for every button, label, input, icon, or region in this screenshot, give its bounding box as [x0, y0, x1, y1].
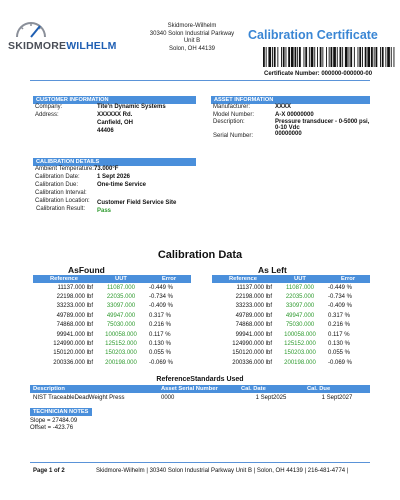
uut-cell: 11087.000	[286, 284, 314, 291]
reference-cell: 33233.000 lbf	[235, 303, 272, 310]
barcode-bar	[274, 47, 276, 67]
barcode-bar	[326, 47, 327, 67]
barcode-bar	[350, 47, 352, 67]
error-cell: 0.130 %	[328, 341, 351, 348]
barcode-bar	[374, 47, 375, 67]
table-header-row	[30, 385, 370, 393]
error-cell: -0.409 %	[328, 303, 353, 310]
table-row	[212, 302, 370, 311]
technician-notes	[30, 418, 77, 432]
col-asset-serial: Asset Serial Number	[158, 385, 238, 393]
barcode-bar	[358, 47, 359, 67]
error-cell: 0.216 %	[149, 322, 172, 329]
note-line: Slope = 27484.09	[30, 418, 78, 424]
error-cell: -0.409 %	[149, 303, 174, 310]
reference-cell: 49789.000 lbf	[235, 312, 272, 319]
table-row	[33, 339, 191, 348]
manufacturer-value: XXXX	[275, 104, 292, 110]
col-description: Description	[30, 385, 158, 393]
model-value: A-X 00000000	[275, 112, 314, 118]
footer-address: Skidmore-Wilhelm | 30340 Solon Industrial Parkway Unit B | Solon, OH 44139 | 216-481-4774 |	[96, 468, 349, 474]
barcode-bar	[342, 47, 343, 67]
table-row	[33, 358, 191, 367]
reference-cell: 33233.000 lbf	[56, 303, 93, 310]
barcode-bar	[349, 47, 350, 67]
as-found-table	[33, 275, 191, 368]
table-row	[212, 358, 370, 367]
as-found-title: AsFound	[68, 265, 105, 275]
barcode-bar	[309, 47, 310, 67]
serial-label: Serial Number:	[213, 133, 254, 139]
barcode-bar	[394, 47, 395, 67]
reference-cell: 99941.000 lbf	[56, 331, 93, 338]
barcode-bar	[322, 47, 323, 67]
cal-result-value: Pass	[97, 208, 112, 214]
error-cell: 0.317 %	[149, 312, 172, 319]
uut-cell: 125152.000	[105, 341, 137, 348]
reference-cell: 99941.000 lbf	[235, 331, 272, 338]
table-row	[33, 283, 191, 292]
divider	[30, 80, 370, 81]
barcode-bar	[365, 47, 367, 67]
barcode-bar	[291, 47, 294, 67]
table-row	[212, 349, 370, 358]
barcode-bar	[268, 47, 271, 67]
barcode-bar	[297, 47, 298, 67]
barcode-bar	[295, 47, 297, 67]
error-cell: 0.055 %	[328, 350, 351, 357]
barcode-bar	[281, 47, 282, 67]
as-left-table	[212, 275, 370, 368]
uut-cell: 200198.000	[105, 359, 137, 366]
barcode-bar	[371, 47, 373, 67]
address-line2: Canfield, OH	[97, 120, 134, 126]
table-row	[212, 311, 370, 320]
table-row	[30, 393, 370, 402]
col-uut: UUT	[95, 275, 147, 283]
barcode-bar	[304, 47, 305, 67]
ambient-label: Ambient Temperature:	[35, 166, 94, 172]
table-row	[33, 349, 191, 358]
table-header-row	[33, 275, 191, 283]
table-row	[212, 339, 370, 348]
error-cell: -0.734 %	[149, 294, 174, 301]
barcode-bar	[314, 47, 315, 67]
barcode-bar	[376, 47, 378, 67]
uut-cell: 49947.000	[285, 312, 315, 319]
logo-wordmark: SKIDMOREWILHELM	[8, 40, 117, 52]
uut-cell: 22035.000	[285, 294, 315, 301]
col-reference: Reference	[33, 275, 95, 283]
uut-cell: 200198.000	[284, 359, 316, 366]
address-line: Solon, OH 44139	[168, 45, 216, 52]
page-title: Calibration Certificate	[248, 28, 378, 42]
reference-standards-table	[30, 385, 370, 402]
barcode-bar	[391, 47, 392, 67]
ambient-value: 73.000°F	[94, 166, 119, 172]
address-line1: XXXXXX Rd.	[97, 112, 133, 118]
uut-cell: 150203.000	[105, 350, 137, 357]
error-cell: 0.117 %	[328, 331, 350, 338]
barcode-bar	[266, 47, 267, 67]
barcode-bar	[320, 47, 322, 67]
table-row	[212, 321, 370, 330]
cal-due-value: One-time Service	[97, 182, 147, 188]
barcode-bar	[362, 47, 363, 67]
uut-cell: 125152.000	[284, 341, 316, 348]
error-cell: -0.069 %	[149, 359, 174, 366]
company-name: Skidmore-Wilhelm	[167, 23, 217, 29]
table-row	[33, 311, 191, 320]
barcode-bar	[305, 47, 307, 67]
technician-notes-heading: TECHNICIAN NOTES	[30, 408, 92, 416]
reference-standards-title: ReferenceStandards Used	[156, 376, 244, 383]
error-cell: 0.130 %	[149, 341, 172, 348]
model-label: Model Number:	[213, 112, 255, 118]
reference-cell: 11137.000 lbf	[236, 284, 272, 291]
company-address-block	[140, 23, 244, 53]
table-row	[33, 292, 191, 301]
company-value: Tite'n Dynamic Systems	[97, 104, 166, 110]
uut-cell: 33097.000	[106, 303, 136, 310]
barcode-bar	[263, 47, 265, 67]
barcode-bar	[367, 47, 370, 67]
col-error: Error	[147, 275, 191, 283]
note-line: Offset = -423.76	[30, 424, 74, 431]
barcode-bar	[317, 47, 318, 67]
barcode-bar	[382, 47, 384, 67]
barcode-bar	[283, 47, 285, 67]
address-line: 30340 Solon Industrial Parkway	[149, 30, 235, 37]
table-row	[33, 321, 191, 330]
uut-cell: 100058.000	[105, 331, 137, 338]
table-header-row	[212, 275, 370, 283]
barcode-bar	[311, 47, 314, 67]
reference-cell: 200336.000 lbf	[53, 359, 93, 366]
barcode-bar	[286, 47, 287, 67]
barcode-bar	[359, 47, 361, 67]
error-cell: -0.069 %	[328, 359, 353, 366]
error-cell: 0.117 %	[149, 331, 171, 338]
uut-cell: 100058.000	[284, 331, 316, 338]
asset-info	[213, 104, 373, 150]
manufacturer-label: Manufacturer:	[213, 104, 251, 110]
address-line3: 44406	[97, 128, 114, 134]
calibration-details-heading: CALIBRATION DETAILS	[33, 158, 196, 166]
cal-due-label: Calibration Due:	[35, 182, 79, 188]
barcode-bar	[272, 47, 273, 67]
barcode-bar	[340, 47, 342, 67]
address-line: Unit B	[183, 38, 201, 44]
barcode-bar	[333, 47, 336, 67]
table-row	[212, 283, 370, 292]
barcode-bar	[380, 47, 381, 67]
description-cell: NIST TraceableDeadWeight Press	[33, 394, 125, 401]
reference-cell: 74868.000 lbf	[56, 322, 93, 329]
reference-cell: 22198.000 lbf	[56, 294, 93, 301]
barcode-bar	[354, 47, 355, 67]
cal-location-label: Calibration Location:	[35, 198, 90, 204]
certificate-number: Certificate Number: 000000-000000-00	[264, 71, 373, 77]
barcode-image	[263, 47, 395, 67]
uut-cell: 33097.000	[285, 303, 315, 310]
uut-cell: 75030.000	[106, 322, 136, 329]
barcode-bar	[329, 47, 330, 67]
error-cell: -0.449 %	[149, 284, 174, 291]
col-reference: Reference	[212, 275, 274, 283]
error-cell: 0.317 %	[328, 312, 351, 319]
error-cell: -0.734 %	[328, 294, 353, 301]
reference-cell: 22198.000 lbf	[235, 294, 272, 301]
cal-interval-label: Calibration Interval:	[35, 190, 87, 196]
cal-date-label: Calibration Date:	[35, 174, 80, 180]
uut-cell: 11087.000	[107, 284, 135, 291]
error-cell: -0.449 %	[328, 284, 353, 291]
reference-cell: 49789.000 lbf	[56, 312, 93, 319]
table-row	[212, 330, 370, 339]
uut-cell: 49947.000	[106, 312, 136, 319]
col-uut: UUT	[274, 275, 326, 283]
error-cell: 0.216 %	[328, 322, 351, 329]
reference-cell: 124990.000 lbf	[53, 341, 93, 348]
table-row	[212, 292, 370, 301]
serial-value: 00000000	[275, 131, 302, 137]
uut-cell: 150203.000	[284, 350, 316, 357]
as-left-title: As Left	[258, 265, 287, 275]
cal-date-cell: 1 Sept2025	[255, 394, 287, 401]
reference-cell: 150120.000 lbf	[53, 350, 93, 357]
reference-cell: 150120.000 lbf	[232, 350, 272, 357]
reference-cell: 74868.000 lbf	[235, 322, 272, 329]
uut-cell: 75030.000	[285, 322, 315, 329]
col-cal-due: Cal. Due	[304, 385, 370, 393]
cal-due-cell: 1 Sept2027	[321, 394, 353, 401]
barcode-bar	[345, 47, 348, 67]
table-row	[33, 330, 191, 339]
customer-info	[35, 104, 200, 144]
barcode-bar	[331, 47, 333, 67]
asset-info-heading: ASSET INFORMATION	[211, 96, 370, 104]
serial-cell: 0000	[161, 394, 175, 401]
col-error: Error	[326, 275, 370, 283]
footer-divider	[30, 462, 370, 463]
error-cell: 0.055 %	[149, 350, 172, 357]
cal-result-label: Calibration Result:	[36, 206, 86, 212]
company-label: Company:	[35, 104, 63, 110]
barcode-bar	[385, 47, 386, 67]
col-cal-date: Cal. Date	[238, 385, 304, 393]
barcode-bar	[277, 47, 278, 67]
cal-location-value: Customer Field Service Site	[97, 200, 177, 206]
calibration-data-title: Calibration Data	[157, 249, 243, 261]
barcode-bar	[337, 47, 338, 67]
description-line1: Pressure transducer - 0-5000 psi,	[275, 119, 370, 125]
reference-cell: 200336.000 lbf	[232, 359, 272, 366]
reference-cell: 11137.000 lbf	[57, 284, 93, 291]
cal-date-value: 1 Sept 2026	[97, 174, 131, 180]
barcode-bar	[387, 47, 390, 67]
company-logo	[8, 20, 138, 52]
page-number: Page 1 of 2	[33, 468, 65, 474]
reference-cell: 124990.000 lbf	[232, 341, 272, 348]
address-label: Address:	[35, 112, 59, 118]
barcode-bar	[299, 47, 301, 67]
barcode-bar	[288, 47, 290, 67]
description-line2: 0-10 Vdc	[275, 125, 300, 131]
table-row	[33, 302, 191, 311]
gauge-icon	[14, 20, 48, 38]
description-label: Description:	[213, 119, 245, 125]
calibration-details	[35, 166, 205, 218]
uut-cell: 22035.000	[106, 294, 136, 301]
customer-info-heading: CUSTOMER INFORMATION	[33, 96, 196, 104]
